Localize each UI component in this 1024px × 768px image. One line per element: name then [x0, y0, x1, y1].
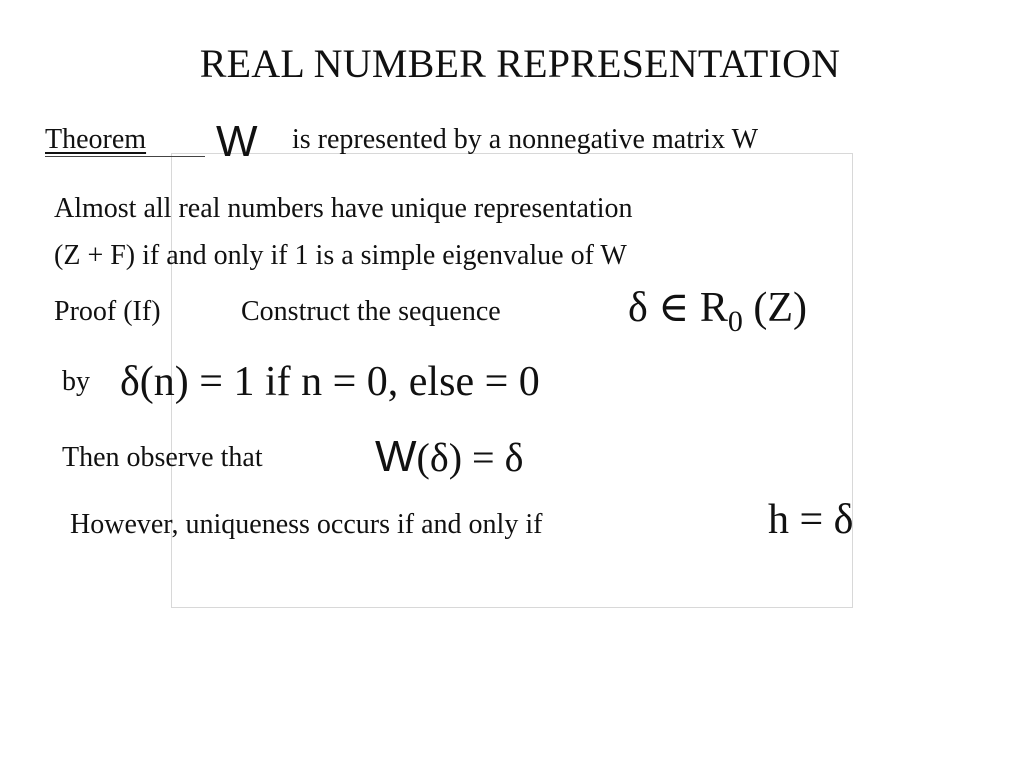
observe-math: [375, 432, 523, 482]
almost-line: Almost all real numbers have unique representation: [54, 193, 633, 224]
theorem-text: is represented by a nonnegative matrix W: [292, 124, 758, 155]
observe-expression: (δ) = δ: [416, 435, 524, 480]
by-math: δ(n) = 1 if n = 0, else = 0: [120, 359, 540, 405]
slide-title: REAL NUMBER REPRESENTATION: [199, 41, 841, 86]
observe-symbol: W: [375, 432, 417, 481]
proof-math-subscript: 0: [727, 305, 743, 338]
theorem-label: Theorem: [45, 124, 147, 155]
observe-label: Then observe that: [62, 442, 263, 473]
proof-math-right: (Z): [753, 285, 808, 331]
however-label: However, uniqueness occurs if and only if: [70, 509, 543, 540]
theorem-underline: [45, 156, 205, 157]
zf-plus: +: [87, 240, 104, 271]
zf-rest: F) if and only if 1 is a simple eigenvalue of W: [110, 240, 627, 271]
proof-math-left: δ ∈ R: [628, 285, 728, 331]
zf-prefix: (Z: [54, 240, 81, 271]
by-label: by: [62, 366, 90, 397]
proof-label: Proof (If): [54, 296, 161, 327]
theorem-symbol: W: [216, 117, 258, 166]
construct-text: Construct the sequence: [241, 296, 501, 327]
theorem-row: [45, 124, 146, 156]
zf-line: [54, 240, 627, 272]
however-math: h = δ: [768, 497, 854, 543]
proof-math: [628, 282, 808, 338]
